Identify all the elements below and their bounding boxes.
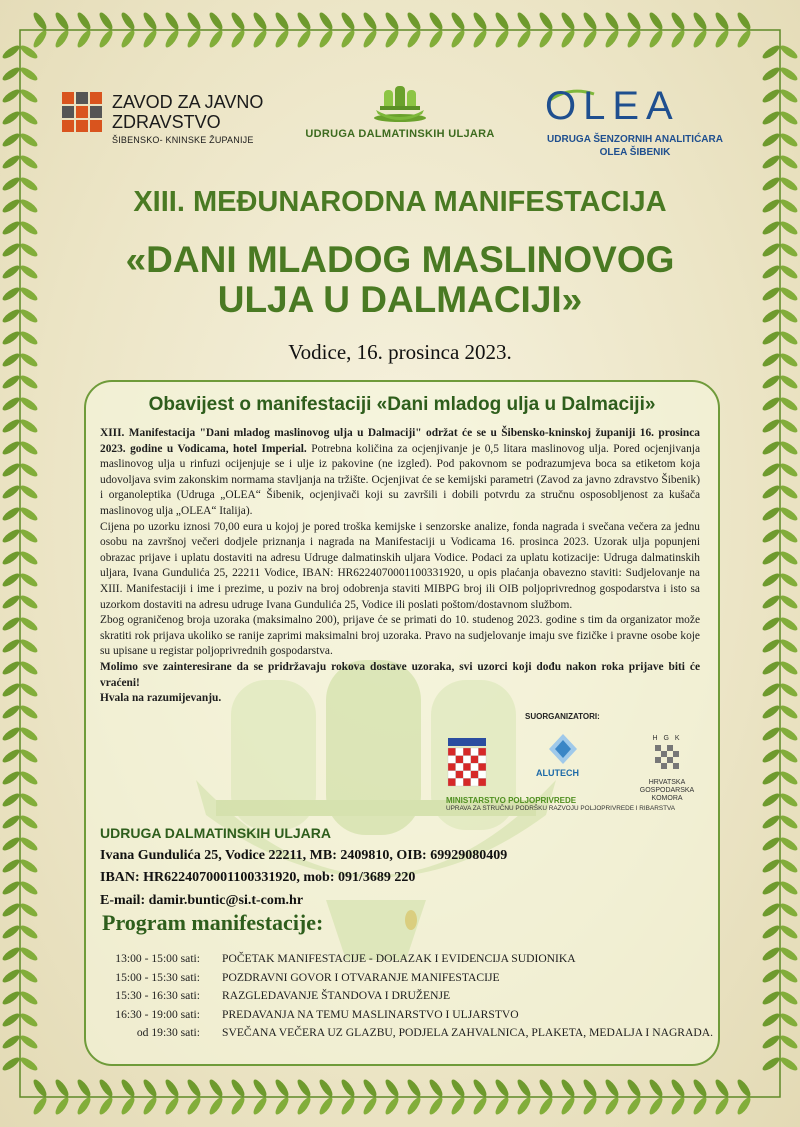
- zavod-name: ZAVOD ZA JAVNO ZDRAVSTVO: [112, 92, 264, 132]
- zavod-square: [90, 106, 102, 118]
- croatian-coat-of-arms-icon: [446, 738, 488, 794]
- olive-press-icon: [370, 80, 430, 124]
- zavod-square: [90, 92, 102, 104]
- notice-paragraph-4: Molimo sve zainteresirane da se pridržavaju rokova dostave uzoraka, svi uzorci koji dođu nakon roka prijave biti će vraćeni!: [100, 660, 700, 689]
- contact-address: Ivana Gundulića 25, Vodice 22211, MB: 2409810, OIB: 69929080409: [100, 847, 508, 863]
- zavod-square: [90, 120, 102, 132]
- zavod-square: [62, 92, 74, 104]
- zavod-subtitle: ŠIBENSKO- KNINSKE ŽUPANIJE: [112, 135, 254, 145]
- olea-location: OLEA ŠIBENIK: [599, 147, 671, 158]
- olea-subtitle: UDRUGA ŠENZORNIH ANALITIĆARA: [547, 134, 723, 145]
- notice-heading: Obavijest o manifestaciji «Dani mladog ulja u Dalmaciji»: [148, 394, 656, 415]
- olea-logo: [540, 84, 730, 164]
- zavod-square: [76, 106, 88, 118]
- ministry-name: MINISTARSTVO POLJOPRIVREDE: [446, 796, 577, 805]
- alutech-name: ALUTECH: [536, 768, 579, 778]
- zavod-square: [62, 120, 74, 132]
- event-date: Vodice, 16. prosinca 2023.: [288, 340, 512, 364]
- udruga-name: UDRUGA DALMATINSKIH ULJARA: [305, 128, 495, 140]
- notice-body: [100, 426, 700, 707]
- hgk-letters: H G K: [652, 735, 682, 742]
- zavod-square: [62, 106, 74, 118]
- contact-email[interactable]: E-mail: damir.buntic@si.t-com.hr: [100, 892, 304, 908]
- coorganizers-label: SUORGANIZATORI:: [525, 712, 600, 721]
- udruga-logo: [290, 80, 510, 150]
- hgk-name: HRVATSKA GOSPODARSKA KOMORA: [639, 779, 695, 802]
- hgk-logo-icon: [655, 745, 679, 775]
- alutech-logo-icon: [546, 732, 580, 766]
- notice-paragraph-3: Zbog ograničenog broja uzoraka (maksimalno 200), prijave će se primati do 10. studenog 2023. godine s tim da organizator može skratiti rok prijava ukoliko se ranije zaprimi maksimalni broj uzoraka. Pravo na sudjelovanje imaju sve fizičke i pravne osobe koje su upisane u registar poljoprivrednih gospodarstva.: [100, 614, 700, 658]
- ministry-subtitle: UPRAVA ZA STRUČNU PODRŠKU RAZVOJU POLJOPRIVREDE I RIBARSTVA: [446, 805, 676, 812]
- notice-paragraph-1: XIII. Manifestacija "Dani mladog maslinovog ulja u Dalmaciji" održat će se u Šibensko-kninskoj županiji 16. prosinca 2023. godine u Vodicama, hotel Imperial. Potrebna količina za ocjenjivanje je 0,5 litara maslinovog ulja. Pored ocjenjivanja maslinovog ulja u rinfuzi ocijenjuje se i ulje iz pakovine (ne izgled). Pod pakovnom se podrazumjeva boca sa etiketom koja udovoljava svim zakonskim normama stavljanja na tržište. Ocjenjivat će se kemijski parametri (Zavod za javno zdravstvo Šibenik) i organoleptika (Udruga „OLEA“ Šibenik, ocjenjivači koji su završili i dobili potvrdu za stručnu osposobljenost za kušača maslinovog ulja „OLEA“ Italija).: [100, 427, 701, 517]
- event-main-title: «DANI MLADOG MASLINOVOG ULJA U DALMACIJI»: [125, 239, 675, 320]
- zavod-square: [76, 92, 88, 104]
- olea-wordmark: OLEA: [545, 84, 680, 128]
- zavod-logo: [62, 92, 282, 152]
- contact-organization: UDRUGA DALMATINSKIH ULJARA: [100, 825, 331, 841]
- event-edition-title: XIII. MEĐUNARODNA MANIFESTACIJA: [133, 186, 667, 218]
- program-heading: Program manifestacije:: [102, 910, 324, 935]
- notice-paragraph-2: Cijena po uzorku iznosi 70,00 eura u kojoj je pored troška kemijske i senzorske analize, fonda nagrada i svečana večera za jednu osobu na završnoj večeri dodjele priznanja i nagrada na Manifestaciji u Vodicama 16. prosinca 2023. Uzorak ulja popunjeni obrazac prijave i uplatu dostaviti na adresu Udruge dalmatinskih uljara Vodice. Podaci za uplatu kotizacije: Udruga dalmatinskih uljara, Ivana Gundulića 25, 22211 Vodice, IBAN: HR6224070001100331920, u opis plaćanja obavezno staviti: Sudjelovanje na XIII. Manifestaciji i ime i prezime, u poziv na broj odobrenja staviti MIBPG broj ili OIB poljoprivrednog gospodarstva i isto sa uzorkom dostaviti na adresu udruge Ivana Gundulića 25, Vodice ili poslati poštom/dostavnom službom.: [100, 520, 700, 611]
- zavod-square: [76, 120, 88, 132]
- contact-block: [100, 822, 507, 912]
- contact-iban: IBAN: HR6224070001100331920, mob: 091/3689 220: [100, 870, 416, 885]
- notice-thanks: Hvala na razumijevanju.: [100, 692, 222, 705]
